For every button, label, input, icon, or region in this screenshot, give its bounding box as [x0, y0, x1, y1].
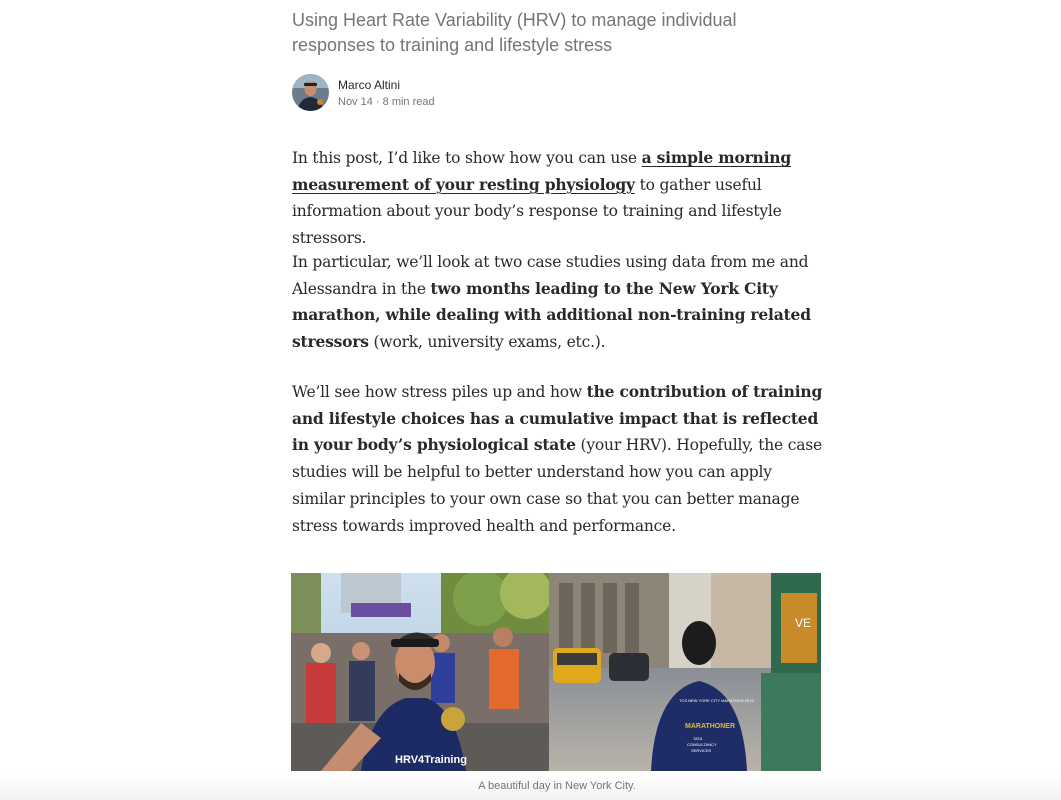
- right-photo-street: [549, 573, 821, 771]
- marathon-photos: [291, 573, 821, 771]
- paragraph-text: In particular, we’ll look at two case studies using data from me and Alessandra in the: [292, 253, 809, 298]
- figure-caption: A beautiful day in New York City.: [478, 780, 636, 792]
- article-figure[interactable]: [291, 573, 821, 771]
- author-name[interactable]: Marco Altini: [338, 78, 401, 92]
- paragraph-text: to gather useful information about your body’s response to training and lifestyle stressors.: [292, 175, 782, 248]
- author-block: [292, 74, 592, 112]
- resting-physiology-link[interactable]: a simple morning measurement of your resting physiology: [292, 148, 792, 194]
- article-subtitle: Using Heart Rate Variability (HRV) to manage individual responses to training and lifestyle stress: [292, 10, 737, 55]
- sign-text: VE: [795, 616, 812, 630]
- paragraph-text: (work, university exams, etc.).: [368, 333, 606, 352]
- post-date: Nov 14: [338, 96, 373, 108]
- shirt-line2: MARATHONER: [685, 723, 736, 730]
- paragraph-text: We’ll see how stress piles up and how: [292, 383, 587, 401]
- shirt-line5: SERVICES: [691, 748, 712, 753]
- shirt-line3: TATA: [693, 736, 703, 741]
- shirt-line1: TCS NEW YORK CITY MARATHON 2019: [679, 698, 754, 703]
- paragraph-text: In this post, I’d like to show how you can use: [292, 149, 642, 167]
- bold-text: the contribution of training and lifestyle choices has a cumulative impact that is reflected in your body’s physiological state: [292, 382, 823, 455]
- read-time: 8 min read: [382, 96, 435, 108]
- paragraph-stress: [292, 379, 824, 539]
- post-meta: [338, 96, 435, 108]
- paragraph-intro: [292, 145, 824, 252]
- shirt-text: HRV4Training: [395, 754, 467, 766]
- left-photo-runner-selfie: [291, 573, 552, 771]
- shirt-line4: CONSULTANCY: [687, 742, 717, 747]
- paragraph-text: (your HRV). Hopefully, the case studies will be helpful to better understand how you can apply similar principles to your own case so that you can better manage stress towards improved health and performance.: [292, 436, 822, 535]
- author-avatar[interactable]: [292, 74, 329, 111]
- bold-text: two months leading to the New York City marathon, while dealing with additional non-training related stressors: [292, 278, 811, 352]
- meta-separator: ·: [375, 96, 380, 108]
- paragraph-case-studies: [292, 249, 824, 356]
